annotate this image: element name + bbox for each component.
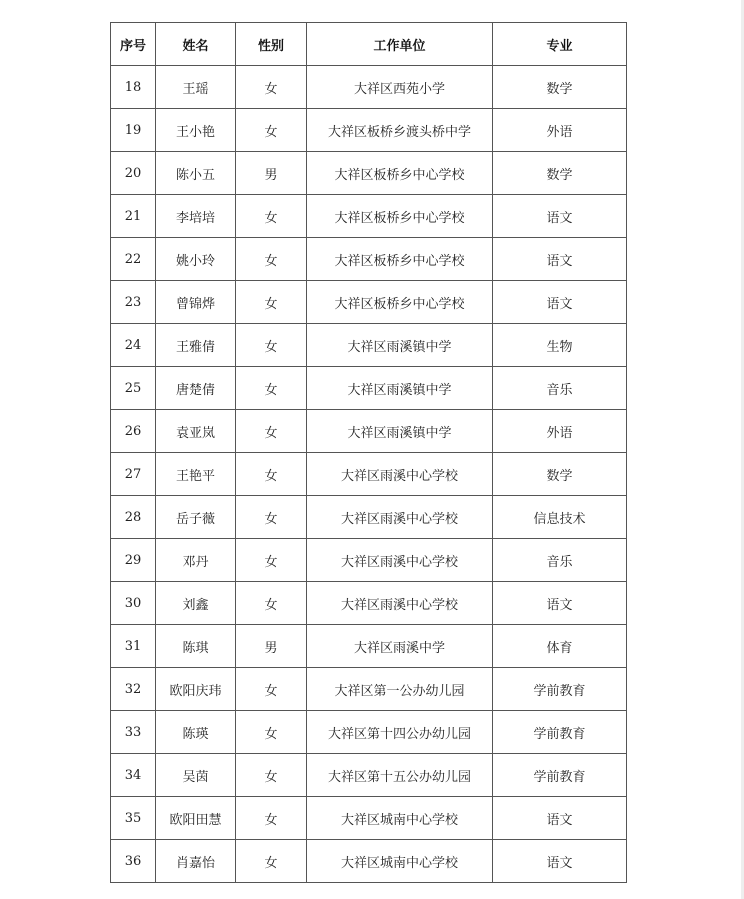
- table-row: [111, 840, 627, 883]
- cell-gender: 女: [236, 410, 307, 453]
- cell-name: 肖嘉怡: [156, 840, 236, 883]
- table-row: [111, 539, 627, 582]
- table-row: [111, 582, 627, 625]
- cell-name: 陈琪: [156, 625, 236, 668]
- cell-serial-number: 26: [111, 410, 156, 453]
- cell-name: 欧阳庆玮: [156, 668, 236, 711]
- table-header: [111, 23, 627, 66]
- cell-gender: 女: [236, 195, 307, 238]
- cell-serial-number: 24: [111, 324, 156, 367]
- cell-major: 语文: [493, 582, 627, 625]
- cell-workplace: 大祥区板桥乡中心学校: [307, 238, 493, 281]
- table-row: [111, 281, 627, 324]
- cell-major: 学前教育: [493, 668, 627, 711]
- cell-serial-number: 36: [111, 840, 156, 883]
- cell-serial-number: 18: [111, 66, 156, 109]
- header-name: 姓名: [156, 23, 236, 66]
- cell-major: 语文: [493, 238, 627, 281]
- table-row: [111, 367, 627, 410]
- header-row: [111, 23, 627, 66]
- cell-name: 岳子薇: [156, 496, 236, 539]
- cell-gender: 女: [236, 539, 307, 582]
- cell-major: 生物: [493, 324, 627, 367]
- cell-workplace: 大祥区雨溪中心学校: [307, 496, 493, 539]
- table-row: [111, 754, 627, 797]
- cell-name: 李培培: [156, 195, 236, 238]
- cell-workplace: 大祥区雨溪中学: [307, 625, 493, 668]
- table-row: [111, 496, 627, 539]
- cell-name: 唐楚倩: [156, 367, 236, 410]
- table-row: [111, 109, 627, 152]
- cell-workplace: 大祥区板桥乡渡头桥中学: [307, 109, 493, 152]
- cell-name: 王瑶: [156, 66, 236, 109]
- cell-major: 语文: [493, 797, 627, 840]
- cell-workplace: 大祥区雨溪镇中学: [307, 367, 493, 410]
- cell-workplace: 大祥区雨溪镇中学: [307, 324, 493, 367]
- cell-serial-number: 23: [111, 281, 156, 324]
- cell-major: 数学: [493, 453, 627, 496]
- cell-workplace: 大祥区雨溪中心学校: [307, 539, 493, 582]
- cell-gender: 女: [236, 711, 307, 754]
- cell-gender: 女: [236, 754, 307, 797]
- cell-workplace: 大祥区第十五公办幼儿园: [307, 754, 493, 797]
- table-row: [111, 195, 627, 238]
- cell-major: 语文: [493, 195, 627, 238]
- table-row: [111, 238, 627, 281]
- cell-name: 袁亚岚: [156, 410, 236, 453]
- cell-gender: 女: [236, 582, 307, 625]
- cell-serial-number: 19: [111, 109, 156, 152]
- header-serial-number: 序号: [111, 23, 156, 66]
- cell-major: 音乐: [493, 539, 627, 582]
- cell-serial-number: 20: [111, 152, 156, 195]
- cell-name: 吴茵: [156, 754, 236, 797]
- cell-major: 体育: [493, 625, 627, 668]
- cell-workplace: 大祥区城南中心学校: [307, 797, 493, 840]
- cell-major: 语文: [493, 281, 627, 324]
- table-row: [111, 711, 627, 754]
- cell-major: 数学: [493, 152, 627, 195]
- cell-name: 王艳平: [156, 453, 236, 496]
- cell-serial-number: 21: [111, 195, 156, 238]
- cell-major: 学前教育: [493, 711, 627, 754]
- cell-gender: 女: [236, 668, 307, 711]
- cell-workplace: 大祥区第十四公办幼儿园: [307, 711, 493, 754]
- cell-name: 王小艳: [156, 109, 236, 152]
- cell-name: 王雅倩: [156, 324, 236, 367]
- cell-gender: 女: [236, 453, 307, 496]
- cell-major: 学前教育: [493, 754, 627, 797]
- cell-gender: 女: [236, 109, 307, 152]
- cell-workplace: 大祥区西苑小学: [307, 66, 493, 109]
- cell-workplace: 大祥区板桥乡中心学校: [307, 152, 493, 195]
- cell-gender: 女: [236, 367, 307, 410]
- cell-gender: 女: [236, 281, 307, 324]
- cell-gender: 女: [236, 797, 307, 840]
- header-major: 专业: [493, 23, 627, 66]
- cell-serial-number: 32: [111, 668, 156, 711]
- cell-name: 欧阳田慧: [156, 797, 236, 840]
- cell-serial-number: 28: [111, 496, 156, 539]
- cell-serial-number: 33: [111, 711, 156, 754]
- cell-workplace: 大祥区雨溪中心学校: [307, 582, 493, 625]
- cell-name: 姚小玲: [156, 238, 236, 281]
- cell-gender: 女: [236, 324, 307, 367]
- cell-major: 音乐: [493, 367, 627, 410]
- staff-roster-table: [110, 22, 627, 883]
- cell-major: 外语: [493, 410, 627, 453]
- cell-gender: 女: [236, 840, 307, 883]
- cell-name: 曾锦烨: [156, 281, 236, 324]
- table-row: [111, 66, 627, 109]
- cell-serial-number: 22: [111, 238, 156, 281]
- header-gender: 性别: [236, 23, 307, 66]
- header-workplace: 工作单位: [307, 23, 493, 66]
- cell-name: 陈瑛: [156, 711, 236, 754]
- table-row: [111, 625, 627, 668]
- cell-workplace: 大祥区板桥乡中心学校: [307, 195, 493, 238]
- cell-major: 语文: [493, 840, 627, 883]
- cell-workplace: 大祥区板桥乡中心学校: [307, 281, 493, 324]
- cell-workplace: 大祥区雨溪中心学校: [307, 453, 493, 496]
- cell-workplace: 大祥区第一公办幼儿园: [307, 668, 493, 711]
- cell-serial-number: 30: [111, 582, 156, 625]
- cell-gender: 女: [236, 496, 307, 539]
- cell-major: 外语: [493, 109, 627, 152]
- cell-name: 刘鑫: [156, 582, 236, 625]
- cell-name: 邓丹: [156, 539, 236, 582]
- table-body: [111, 66, 627, 883]
- cell-serial-number: 25: [111, 367, 156, 410]
- cell-gender: 女: [236, 66, 307, 109]
- cell-gender: 男: [236, 625, 307, 668]
- table-row: [111, 324, 627, 367]
- cell-gender: 男: [236, 152, 307, 195]
- table-row: [111, 410, 627, 453]
- table-row: [111, 668, 627, 711]
- cell-name: 陈小五: [156, 152, 236, 195]
- table-row: [111, 152, 627, 195]
- cell-workplace: 大祥区雨溪镇中学: [307, 410, 493, 453]
- cell-serial-number: 35: [111, 797, 156, 840]
- cell-workplace: 大祥区城南中心学校: [307, 840, 493, 883]
- cell-major: 信息技术: [493, 496, 627, 539]
- cell-serial-number: 31: [111, 625, 156, 668]
- cell-serial-number: 34: [111, 754, 156, 797]
- table-row: [111, 797, 627, 840]
- cell-serial-number: 29: [111, 539, 156, 582]
- cell-serial-number: 27: [111, 453, 156, 496]
- cell-major: 数学: [493, 66, 627, 109]
- cell-gender: 女: [236, 238, 307, 281]
- table-row: [111, 453, 627, 496]
